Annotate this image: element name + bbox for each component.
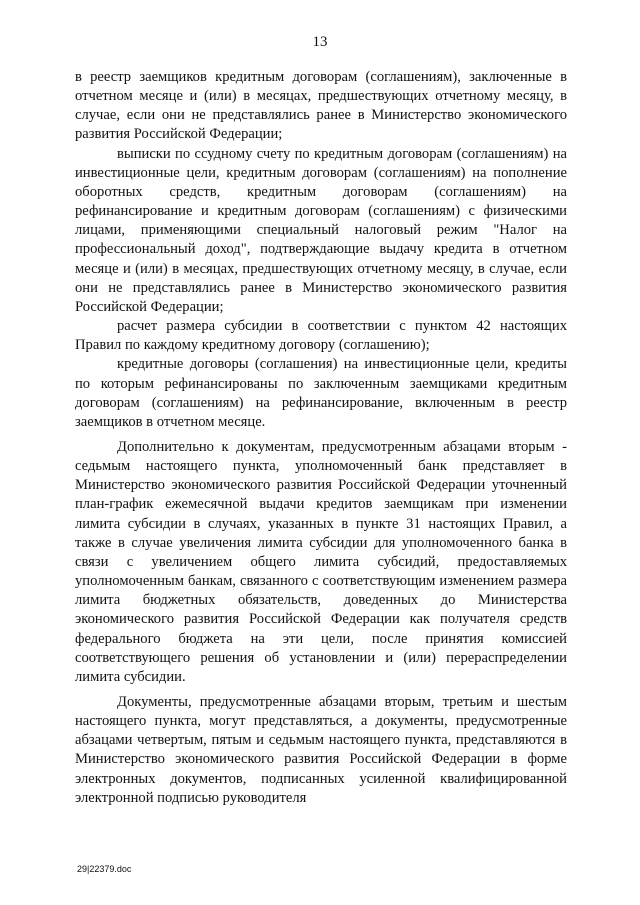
paragraph-investment-loan-contracts: кредитные договоры (соглашения) на инвестиционные цели, кредиты по которым рефинансированы по заключенным заемщиками кредитным договорам (соглашениям) на рефинансирование, включенным в реестр заемщиков в отчетном месяце. bbox=[75, 356, 567, 430]
footer-file-name: 29|22379.doc bbox=[77, 864, 132, 874]
paragraph-continuation: в реестр заемщиков кредитным договорам (соглашениям), заключенные в отчетном месяце и (или) в месяцах, предшествующих отчетному месяцу, в случае, если они не представлялись ранее в Министерство экономического развития Российской Федерации; bbox=[75, 69, 567, 143]
paragraph-loan-account-statements: выписки по ссудному счету по кредитным договорам (соглашениям) на инвестиционные цели, кредитным договорам (соглашениям) на пополнение оборотных средств, кредитным договорам (соглашениям) на рефинансирование и кредитным договорам (соглашениям) с физическими лицами, применяющими специальный налоговый режим "Налог на профессиональный доход", подтверждающие выдачу кредита в отчетном месяце и (или) в месяцах, предшествующих отчетному месяцу, в случае, если они не представлялись ранее в Министерство экономического развития Российской Федерации; bbox=[75, 145, 567, 315]
paragraph-additional-documents: Дополнительно к документам, предусмотренным абзацами вторым - седьмым настоящего пункта, уполномоченный банк представляет в Министерство экономического развития Российской Федерации уточненный план-график ежемесячной выдачи кредитов заемщикам при изменении лимита субсидии в случаях, указанных в пункте 31 настоящих Правил, а также в случае увеличения лимита субсидии для уполномоченного банка в связи с увеличением общего лимита субсидий, предоставляемых уполномоченным банкам, связанного с соответствующим изменением размера лимита бюджетных обязательств, доведенных до Министерства экономического развития Российской Федерации как получателя средств федерального бюджета на эти цели, после принятия комиссией соответствующего решения об установлении и (или) перераспределении лимита субсидии. bbox=[75, 438, 567, 685]
page-number: 13 bbox=[312, 34, 328, 50]
paragraph-electronic-documents: Документы, предусмотренные абзацами вторым, третьим и шестым настоящего пункта, могут представляться, а документы, предусмотренные абзацами четвертым, пятым и седьмым настоящего пункта, представляются в Министерство экономического развития Российской Федерации в форме электронных документов, подписанных усиленной квалифицированной электронной подписью руководителя bbox=[75, 694, 567, 806]
paragraph-subsidy-calculation: расчет размера субсидии в соответствии с пунктом 42 настоящих Правил по каждому кредитному договору (соглашению); bbox=[75, 318, 567, 354]
document-body bbox=[75, 68, 567, 808]
